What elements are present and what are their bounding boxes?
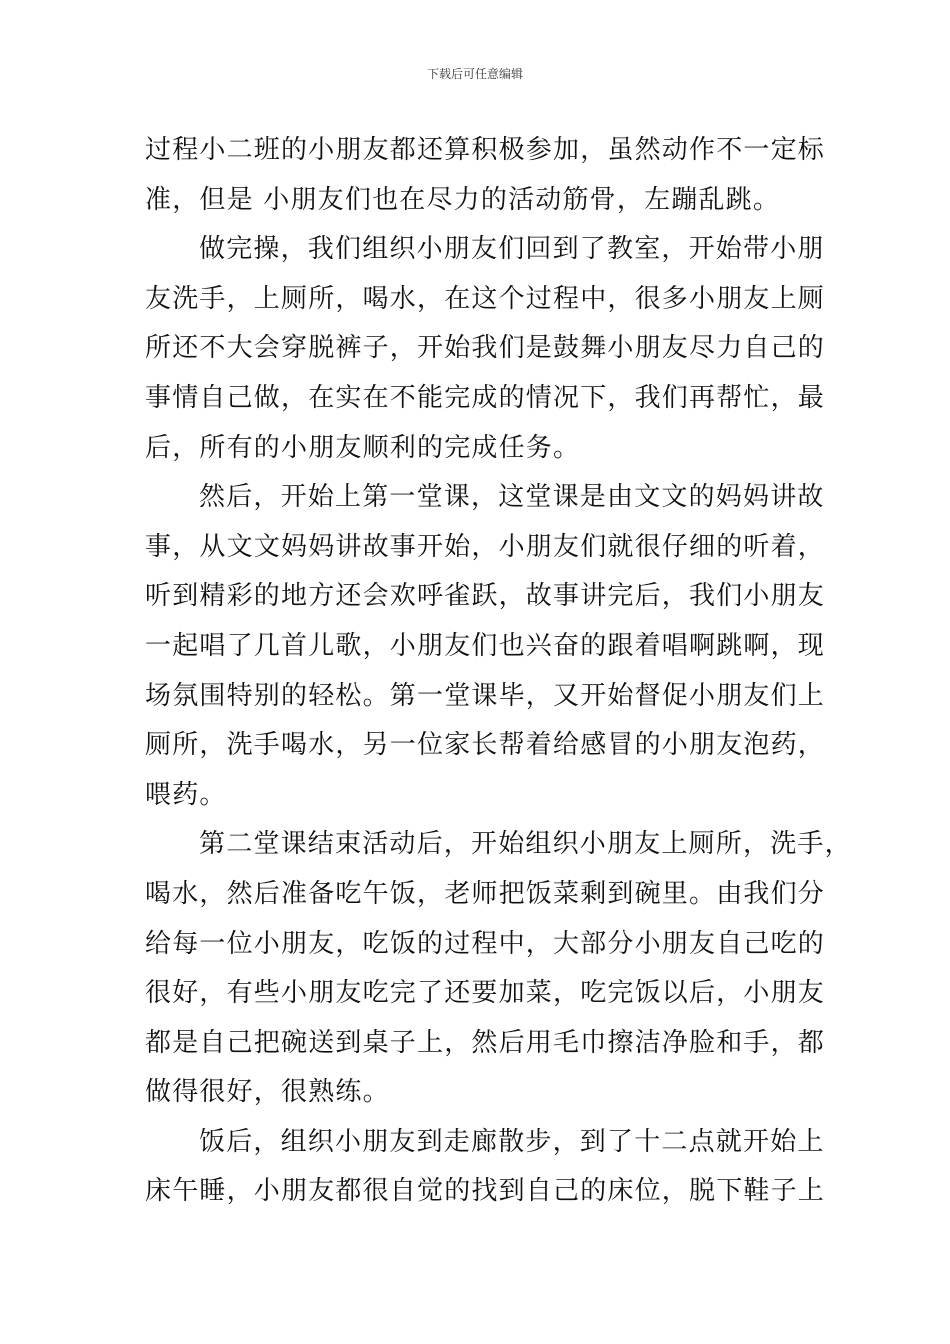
text-line: 喝水，然后准备吃午饭，老师把饭菜剩到碗里。由我们分 (145, 878, 826, 909)
text-line: 友洗手，上厕所，喝水，在这个过程中，很多小朋友上厕 (145, 283, 826, 314)
text-line: 听到精彩的地方还会欢呼雀跃，故事讲完后，我们小朋友 (145, 581, 826, 612)
page-header: 下载后可任意编辑 (426, 67, 523, 81)
text-line: 事，从文文妈妈讲故事开始，小朋友们就很仔细的听着， (145, 531, 826, 562)
text-line: 过程小二班的小朋友都还算积极参加，虽然动作不一定标 (145, 135, 826, 165)
text-line: 喂药。 (145, 779, 227, 810)
text-line: 后，所有的小朋友顺利的完成任务。 (145, 432, 581, 463)
document-body (145, 126, 852, 1217)
text-line: 很好，有些小朋友吃完了还要加菜，吃完饭以后，小朋友 (145, 978, 826, 1009)
text-line: 做完操，我们组织小朋友们回到了教室，开始带小朋 (199, 234, 825, 265)
text-line: 然后，开始上第一堂课，这堂课是由文文的妈妈讲故 (199, 482, 825, 513)
text-line: 饭后，组织小朋友到走廊散步，到了十二点就开始上 (199, 1126, 825, 1157)
text-line: 做得很好，很熟练。 (145, 1077, 390, 1108)
text-line: 事情自己做，在实在不能完成的情况下，我们再帮忙，最 (145, 382, 826, 413)
text-line: 第二堂课结束活动后，开始组织小朋友上厕所，洗手， (199, 829, 852, 860)
text-line: 所还不大会穿脱裤子，开始我们是鼓舞小朋友尽力自己的 (145, 333, 826, 364)
text-line: 都是自己把碗送到桌子上，然后用毛巾擦洁净脸和手，都 (145, 1027, 826, 1058)
text-line: 准，但是 小朋友们也在尽力的活动筋骨，左蹦乱跳。 (145, 184, 781, 215)
text-line: 厕所，洗手喝水，另一位家长帮着给感冒的小朋友泡药， (145, 730, 826, 761)
text-line: 一起唱了几首儿歌，小朋友们也兴奋的跟着唱啊跳啊，现 (145, 630, 826, 661)
text-line: 场氛围特别的轻松。第一堂课毕，又开始督促小朋友们上 (145, 680, 826, 711)
text-line: 床午睡，小朋友都很自觉的找到自己的床位，脱下鞋子上 (145, 1176, 826, 1207)
text-line: 给每一位小朋友，吃饭的过程中，大部分小朋友自己吃的 (145, 928, 826, 959)
